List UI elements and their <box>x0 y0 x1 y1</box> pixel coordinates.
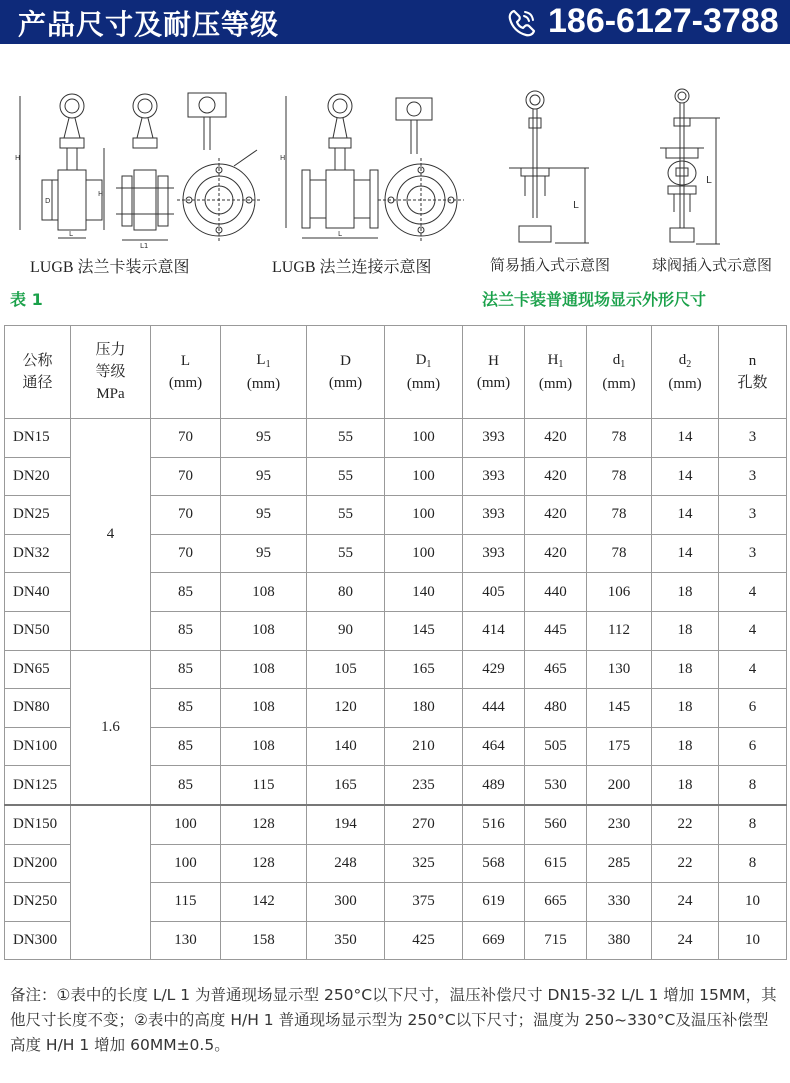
cell-d2: 14 <box>652 457 719 496</box>
cell-H: 464 <box>463 727 525 766</box>
cell-D1: 210 <box>385 727 463 766</box>
cell-dn: DN200 <box>5 844 71 883</box>
header-n: n 孔数 <box>719 326 787 419</box>
cell-dn: DN250 <box>5 883 71 922</box>
cell-L: 70 <box>151 496 221 535</box>
cell-d2: 14 <box>652 496 719 535</box>
cell-n: 3 <box>719 419 787 458</box>
cell-d1: 230 <box>587 805 652 844</box>
cell-L1: 95 <box>221 457 307 496</box>
cell-L: 85 <box>151 650 221 689</box>
ball-valve-insertion-diagram <box>650 88 750 253</box>
cell-n: 6 <box>719 727 787 766</box>
cell-D: 105 <box>307 650 385 689</box>
cell-d1: 112 <box>587 611 652 650</box>
svg-text:H: H <box>15 154 21 162</box>
cell-H: 568 <box>463 844 525 883</box>
cell-L1: 158 <box>221 921 307 960</box>
cell-pressure-group: 4 <box>71 419 151 651</box>
cell-d2: 18 <box>652 650 719 689</box>
cell-D: 194 <box>307 805 385 844</box>
phone-icon <box>505 6 539 40</box>
cell-d2: 18 <box>652 689 719 728</box>
cell-d1: 145 <box>587 689 652 728</box>
cell-H: 393 <box>463 419 525 458</box>
cell-D: 90 <box>307 611 385 650</box>
caption-flange-connection: LUGB 法兰连接示意图 <box>272 259 432 276</box>
cell-D1: 165 <box>385 650 463 689</box>
cell-d1: 78 <box>587 496 652 535</box>
table-row <box>5 805 787 844</box>
cell-n: 8 <box>719 766 787 805</box>
header-d2: $d_2$ (mm) <box>652 326 719 419</box>
cell-dn: DN300 <box>5 921 71 960</box>
cell-H: 619 <box>463 883 525 922</box>
cell-L: 70 <box>151 457 221 496</box>
flange-connection-diagram <box>278 88 468 253</box>
flange-clamp-diagram <box>12 88 262 253</box>
cell-n: 3 <box>719 496 787 535</box>
cell-L: 100 <box>151 844 221 883</box>
cell-dn: DN40 <box>5 573 71 612</box>
cell-d2: 18 <box>652 573 719 612</box>
cell-D: 300 <box>307 883 385 922</box>
header-bar <box>0 0 790 44</box>
cell-D1: 180 <box>385 689 463 728</box>
header-H1: $H_1$ (mm) <box>525 326 587 419</box>
cell-n: 3 <box>719 534 787 573</box>
cell-n: 6 <box>719 689 787 728</box>
cell-d2: 22 <box>652 844 719 883</box>
header-H: H (mm) <box>463 326 525 419</box>
cell-L: 85 <box>151 727 221 766</box>
cell-d1: 130 <box>587 650 652 689</box>
cell-pressure-group <box>71 805 151 960</box>
caption-ball-valve-insertion: 球阀插入式示意图 <box>652 256 773 274</box>
cell-H: 516 <box>463 805 525 844</box>
svg-text:L1: L1 <box>140 242 149 250</box>
cell-n: 4 <box>719 573 787 612</box>
cell-H: 489 <box>463 766 525 805</box>
cell-dn: DN25 <box>5 496 71 535</box>
cell-d1: 106 <box>587 573 652 612</box>
cell-H: 405 <box>463 573 525 612</box>
cell-L1: 95 <box>221 496 307 535</box>
cell-H1: 420 <box>525 457 587 496</box>
caption-flange-clamp: LUGB 法兰卡装示意图 <box>30 259 190 276</box>
simple-insertion-diagram <box>495 88 605 253</box>
table-row <box>5 419 787 458</box>
svg-text:L: L <box>573 200 579 211</box>
svg-text:H: H <box>98 190 104 198</box>
cell-n: 10 <box>719 921 787 960</box>
cell-L1: 95 <box>221 534 307 573</box>
svg-text:H: H <box>280 154 286 162</box>
cell-L: 85 <box>151 611 221 650</box>
cell-L: 100 <box>151 805 221 844</box>
svg-text:L: L <box>706 175 712 186</box>
cell-D1: 270 <box>385 805 463 844</box>
cell-d2: 24 <box>652 883 719 922</box>
cell-L1: 95 <box>221 419 307 458</box>
cell-dn: DN100 <box>5 727 71 766</box>
cell-H1: 665 <box>525 883 587 922</box>
cell-H1: 420 <box>525 419 587 458</box>
cell-H: 414 <box>463 611 525 650</box>
header-d1: $d_1$ (mm) <box>587 326 652 419</box>
phone-number: 186-6127-3788 <box>548 2 779 40</box>
cell-L1: 142 <box>221 883 307 922</box>
cell-n: 4 <box>719 611 787 650</box>
cell-d1: 380 <box>587 921 652 960</box>
cell-d2: 14 <box>652 534 719 573</box>
cell-H: 393 <box>463 496 525 535</box>
header-L: L (mm) <box>151 326 221 419</box>
cell-L: 85 <box>151 689 221 728</box>
cell-d1: 175 <box>587 727 652 766</box>
cell-dn: DN65 <box>5 650 71 689</box>
cell-L1: 108 <box>221 689 307 728</box>
cell-H1: 560 <box>525 805 587 844</box>
cell-H: 393 <box>463 457 525 496</box>
caption-simple-insertion: 简易插入式示意图 <box>490 256 611 274</box>
cell-D1: 100 <box>385 419 463 458</box>
cell-H1: 420 <box>525 534 587 573</box>
footnote: 备注：①表中的长度 L/L 1 为普通现场显示型 250°C以下尺寸，温压补偿尺寸 DN15-32 L/L 1 增加 15MM，其他尺寸长度不变；②表中的高度 H/H 1 普通现场显示型为 250°C以下尺寸；温度为 250~330°C及温压补偿型高度 H/H 1 增加 60MM±0.5。 <box>10 986 777 1054</box>
cell-D1: 325 <box>385 844 463 883</box>
cell-d1: 200 <box>587 766 652 805</box>
cell-D1: 425 <box>385 921 463 960</box>
cell-L: 70 <box>151 419 221 458</box>
table-row <box>5 650 787 689</box>
cell-L: 85 <box>151 766 221 805</box>
cell-D: 55 <box>307 534 385 573</box>
cell-L1: 108 <box>221 650 307 689</box>
table-label: 表 1 <box>10 290 43 309</box>
table-caption: 法兰卡装普通现场显示外形尺寸 <box>482 290 707 309</box>
cell-D: 55 <box>307 457 385 496</box>
cell-H: 393 <box>463 534 525 573</box>
cell-D1: 375 <box>385 883 463 922</box>
cell-H1: 445 <box>525 611 587 650</box>
cell-D: 248 <box>307 844 385 883</box>
cell-d2: 18 <box>652 766 719 805</box>
cell-D1: 140 <box>385 573 463 612</box>
cell-dn: DN20 <box>5 457 71 496</box>
cell-D: 80 <box>307 573 385 612</box>
cell-d2: 22 <box>652 805 719 844</box>
cell-L: 115 <box>151 883 221 922</box>
cell-d2: 14 <box>652 419 719 458</box>
cell-H1: 440 <box>525 573 587 612</box>
header-D: D (mm) <box>307 326 385 419</box>
cell-L: 130 <box>151 921 221 960</box>
cell-D: 120 <box>307 689 385 728</box>
cell-D1: 235 <box>385 766 463 805</box>
cell-dn: DN150 <box>5 805 71 844</box>
cell-pressure-group: 1.6 <box>71 650 151 805</box>
svg-text:L: L <box>69 230 73 238</box>
cell-H1: 715 <box>525 921 587 960</box>
cell-n: 10 <box>719 883 787 922</box>
cell-n: 3 <box>719 457 787 496</box>
svg-text:D: D <box>45 197 51 205</box>
cell-L1: 128 <box>221 844 307 883</box>
cell-d1: 78 <box>587 419 652 458</box>
cell-H1: 480 <box>525 689 587 728</box>
cell-d1: 285 <box>587 844 652 883</box>
cell-L1: 108 <box>221 573 307 612</box>
cell-H1: 615 <box>525 844 587 883</box>
cell-D: 140 <box>307 727 385 766</box>
cell-H1: 465 <box>525 650 587 689</box>
cell-D: 165 <box>307 766 385 805</box>
cell-d1: 78 <box>587 534 652 573</box>
cell-H: 429 <box>463 650 525 689</box>
cell-d1: 330 <box>587 883 652 922</box>
cell-L1: 115 <box>221 766 307 805</box>
cell-D1: 100 <box>385 534 463 573</box>
cell-dn: DN125 <box>5 766 71 805</box>
table-body <box>5 419 787 960</box>
page-title: 产品尺寸及耐压等级 <box>18 8 280 41</box>
cell-H1: 420 <box>525 496 587 535</box>
cell-dn: DN32 <box>5 534 71 573</box>
cell-D1: 100 <box>385 496 463 535</box>
cell-L1: 128 <box>221 805 307 844</box>
cell-D: 55 <box>307 419 385 458</box>
header-dn: 公称 通径 <box>5 326 71 419</box>
cell-D: 350 <box>307 921 385 960</box>
header-D1: $D_1$ (mm) <box>385 326 463 419</box>
cell-n: 4 <box>719 650 787 689</box>
cell-D: 55 <box>307 496 385 535</box>
cell-dn: DN50 <box>5 611 71 650</box>
cell-d2: 18 <box>652 611 719 650</box>
cell-d2: 18 <box>652 727 719 766</box>
cell-dn: DN80 <box>5 689 71 728</box>
cell-D1: 100 <box>385 457 463 496</box>
cell-H: 444 <box>463 689 525 728</box>
cell-dn: DN15 <box>5 419 71 458</box>
cell-D1: 145 <box>385 611 463 650</box>
cell-L1: 108 <box>221 727 307 766</box>
cell-H: 669 <box>463 921 525 960</box>
cell-L: 85 <box>151 573 221 612</box>
header-pressure: 压力 等级 MPa <box>71 326 151 419</box>
svg-text:L: L <box>338 230 342 238</box>
cell-H1: 505 <box>525 727 587 766</box>
table-header-row <box>5 326 787 419</box>
header-L1: $L_1$ (mm) <box>221 326 307 419</box>
cell-L: 70 <box>151 534 221 573</box>
cell-d1: 78 <box>587 457 652 496</box>
cell-H1: 530 <box>525 766 587 805</box>
cell-L1: 108 <box>221 611 307 650</box>
cell-n: 8 <box>719 805 787 844</box>
dimension-table <box>4 325 787 960</box>
cell-d2: 24 <box>652 921 719 960</box>
cell-n: 8 <box>719 844 787 883</box>
